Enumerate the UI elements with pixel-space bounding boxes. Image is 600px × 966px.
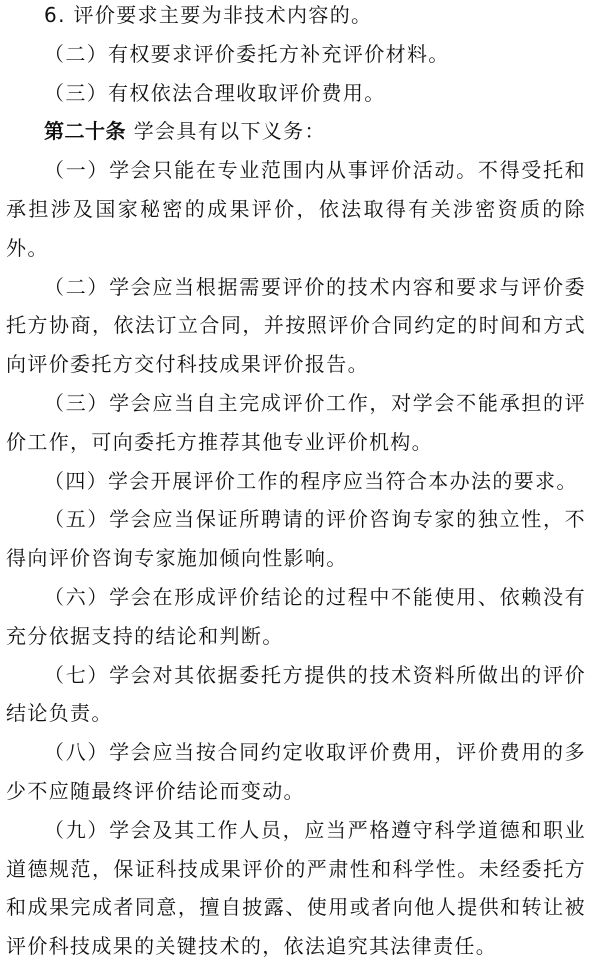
obligation-item-7: （七）学会对其依据委托方提供的技术资料所做出的评价结论负责。 [6, 662, 586, 726]
obligation-item-5: （五）学会应当保证所聘请的评价咨询专家的独立性，不得向评价咨询专家施加倾向性影响。 [6, 507, 586, 571]
obligation-item-6: （六）学会在形成评价结论的过程中不能使用、依赖没有充分依据支持的结论和判断。 [6, 584, 586, 648]
obligation-item-3: （三）学会应当自主完成评价工作，对学会不能承担的评价工作，可向委托方推荐其他专业评价机构。 [6, 390, 586, 454]
article-20 [6, 112, 586, 151]
article-heading: 第二十条 [44, 119, 126, 144]
obligation-item-1: （一）学会只能在专业范围内从事评价活动。不得受托和承担涉及国家秘密的成果评价，依法取得有关涉密资质的除外。 [6, 158, 586, 260]
paragraph-right-3: （三）有权依法合理收取评价费用。 [44, 80, 386, 105]
paragraph-right-2: （二）有权要求评价委托方补充评价材料。 [44, 41, 450, 66]
article-text: 学会具有以下义务： [126, 119, 326, 144]
paragraph-item-6: 6. 评价要求主要为非技术内容的。 [44, 3, 373, 27]
obligation-item-8: （八）学会应当按合同约定收取评价费用，评价费用的多少不应随最终评价结论而变动。 [6, 740, 586, 803]
obligation-item-4: （四）学会开展评价工作的程序应当符合本办法的要求。 [44, 468, 578, 493]
obligation-item-2: （二）学会应当根据需要评价的技术内容和要求与评价委托方协商，依法订立合同，并按照评价合同约定的时间和方式向评价委托方交付科技成果评价报告。 [6, 274, 586, 377]
obligation-item-9: （九）学会及其工作人员，应当严格遵守科学道德和职业道德规范，保证科技成果评价的严肃性和科学性。未经委托方和成果完成者同意，擅自披露、使用或者向他人提供和转让被评价科技成果的关键技术的，依法追究其法律责任。 [6, 817, 586, 959]
